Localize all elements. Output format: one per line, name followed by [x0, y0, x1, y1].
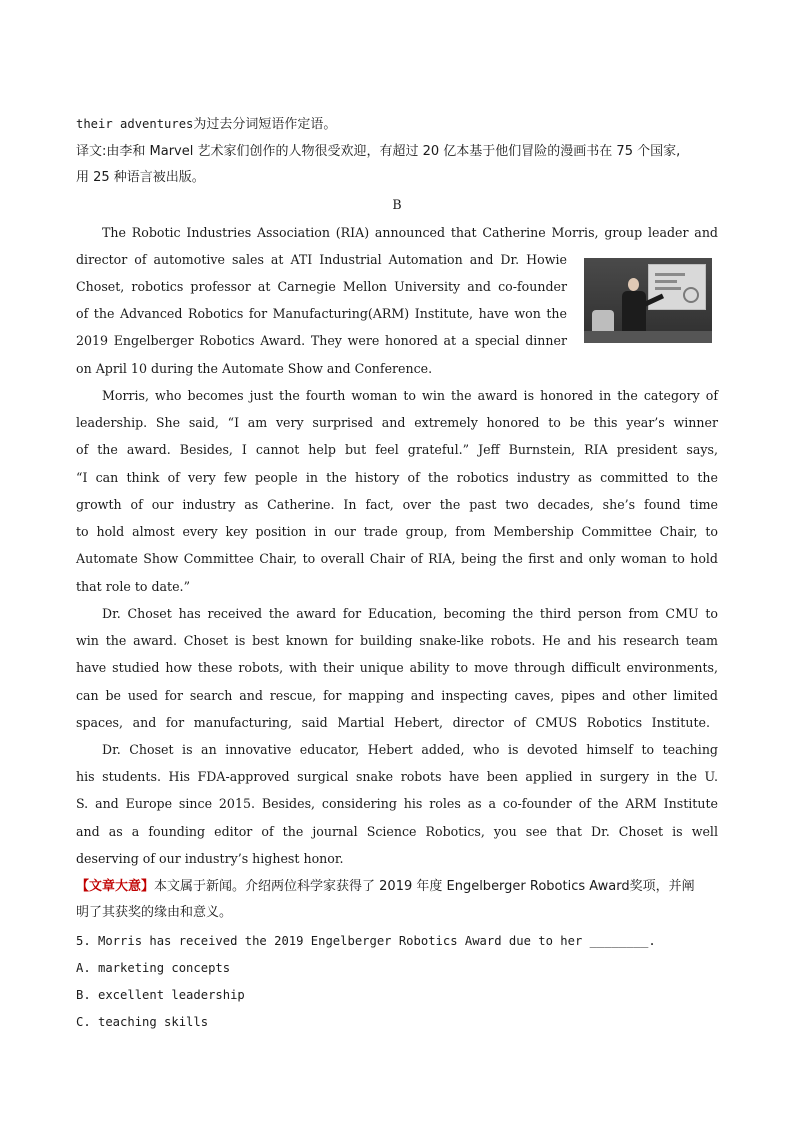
- translation-line-2: 用 25 种语言被出版。: [76, 170, 205, 185]
- translation-label: 译文:: [76, 144, 107, 159]
- translation-text-1: 由李和 Marvel 艺术家们创作的人物很受欢迎，有超过 20 亿本基于他们冒险的漫画书在 75 个国家,: [106, 144, 681, 159]
- p2-line-8: that role to date.”: [76, 579, 191, 594]
- p1-line-2: director of automotive sales at ATI Industrial Automation and Dr. Howie: [76, 252, 567, 267]
- option-c[interactable]: C. teaching skills: [76, 1015, 209, 1029]
- p3-line-2: win the award. Choset is best known for building snake-like robots. He and his research team: [76, 633, 718, 648]
- intro-line-1: [76, 115, 336, 134]
- p3-line-3: have studied how these robots, with their unique ability to move through difficult environments,: [76, 660, 718, 675]
- question-stem: 5. Morris has received the 2019 Engelberger Robotics Award due to her ________.: [76, 934, 656, 948]
- award-photo: [584, 258, 712, 343]
- p3-line-5: spaces, and for manufacturing, said Martial Hebert, director of CMUS Robotics Institute.: [76, 715, 710, 730]
- intro-english-phrase: their adventures: [76, 117, 194, 131]
- p2-line-7: Automate Show Committee Chair, to overall Chair of RIA, being the first and only woman to hold: [76, 551, 718, 566]
- p2-line-2: leadership. She said, “I am very surprised and extremely honored to be this year’s winner: [76, 415, 718, 430]
- p2-line-5: growth of our industry as Catherine. In fact, over the past two decades, she’s found time: [76, 497, 718, 512]
- p4-line-2: his students. His FDA-approved surgical snake robots have been applied in surgery in the U.: [76, 769, 718, 784]
- p1-line-3: Choset, robotics professor at Carnegie Mellon University and co-founder: [76, 279, 567, 294]
- summary-text-1: 本文属于新闻。介绍两位科学家获得了 2019 年度 Engelberger Robotics Award奖项，并阐: [154, 879, 695, 894]
- summary-line-2: 明了其获奖的缘由和意义。: [76, 905, 233, 920]
- summary-tag: 【文章大意】: [76, 879, 155, 894]
- p2-line-4: “I can think of very few people in the history of the robotics industry as committed to the: [76, 470, 718, 485]
- p2-line-1: Morris, who becomes just the fourth woman to win the award is honored in the category of: [102, 388, 718, 403]
- p3-line-4: can be used for search and rescue, for mapping and inspecting caves, pipes and other limited: [76, 688, 718, 703]
- p4-line-5: deserving of our industry’s highest honor.: [76, 851, 344, 866]
- p3-line-1: Dr. Choset has received the award for Education, becoming the third person from CMU to: [102, 606, 718, 621]
- translation-line-1: [76, 142, 680, 161]
- speaker-head: [628, 278, 639, 291]
- p1-line-6: on April 10 during the Automate Show and Conference.: [76, 361, 433, 376]
- p2-line-3: of the award. Besides, I cannot help but feel grateful.” Jeff Burnstein, RIA president says,: [76, 442, 718, 457]
- option-b[interactable]: B. excellent leadership: [76, 988, 245, 1002]
- p1-line-1: The Robotic Industries Association (RIA) announced that Catherine Morris, group leader and: [102, 225, 718, 240]
- p1-line-4: of the Advanced Robotics for Manufacturing(ARM) Institute, have won the: [76, 306, 567, 321]
- intro-chinese-note: 为过去分词短语作定语。: [193, 117, 337, 132]
- p2-line-6: to hold almost every key position in our trade group, from Membership Committee Chair, to: [76, 524, 718, 539]
- p4-line-4: and as a founding editor of the journal Science Robotics, you see that Dr. Choset is well: [76, 824, 718, 839]
- section-letter: B: [392, 197, 402, 212]
- p4-line-1: Dr. Choset is an innovative educator, Hebert added, who is devoted himself to teaching: [102, 742, 718, 757]
- floor: [584, 331, 712, 343]
- p1-line-5: 2019 Engelberger Robotics Award. They were honored at a special dinner: [76, 333, 567, 348]
- summary-line-1: [76, 877, 695, 896]
- presentation-screen: [648, 264, 706, 310]
- option-a[interactable]: A. marketing concepts: [76, 961, 231, 975]
- p4-line-3: S. and Europe since 2015. Besides, considering his roles as a co-founder of the ARM Institute: [76, 796, 718, 811]
- speaker-body: [622, 291, 646, 331]
